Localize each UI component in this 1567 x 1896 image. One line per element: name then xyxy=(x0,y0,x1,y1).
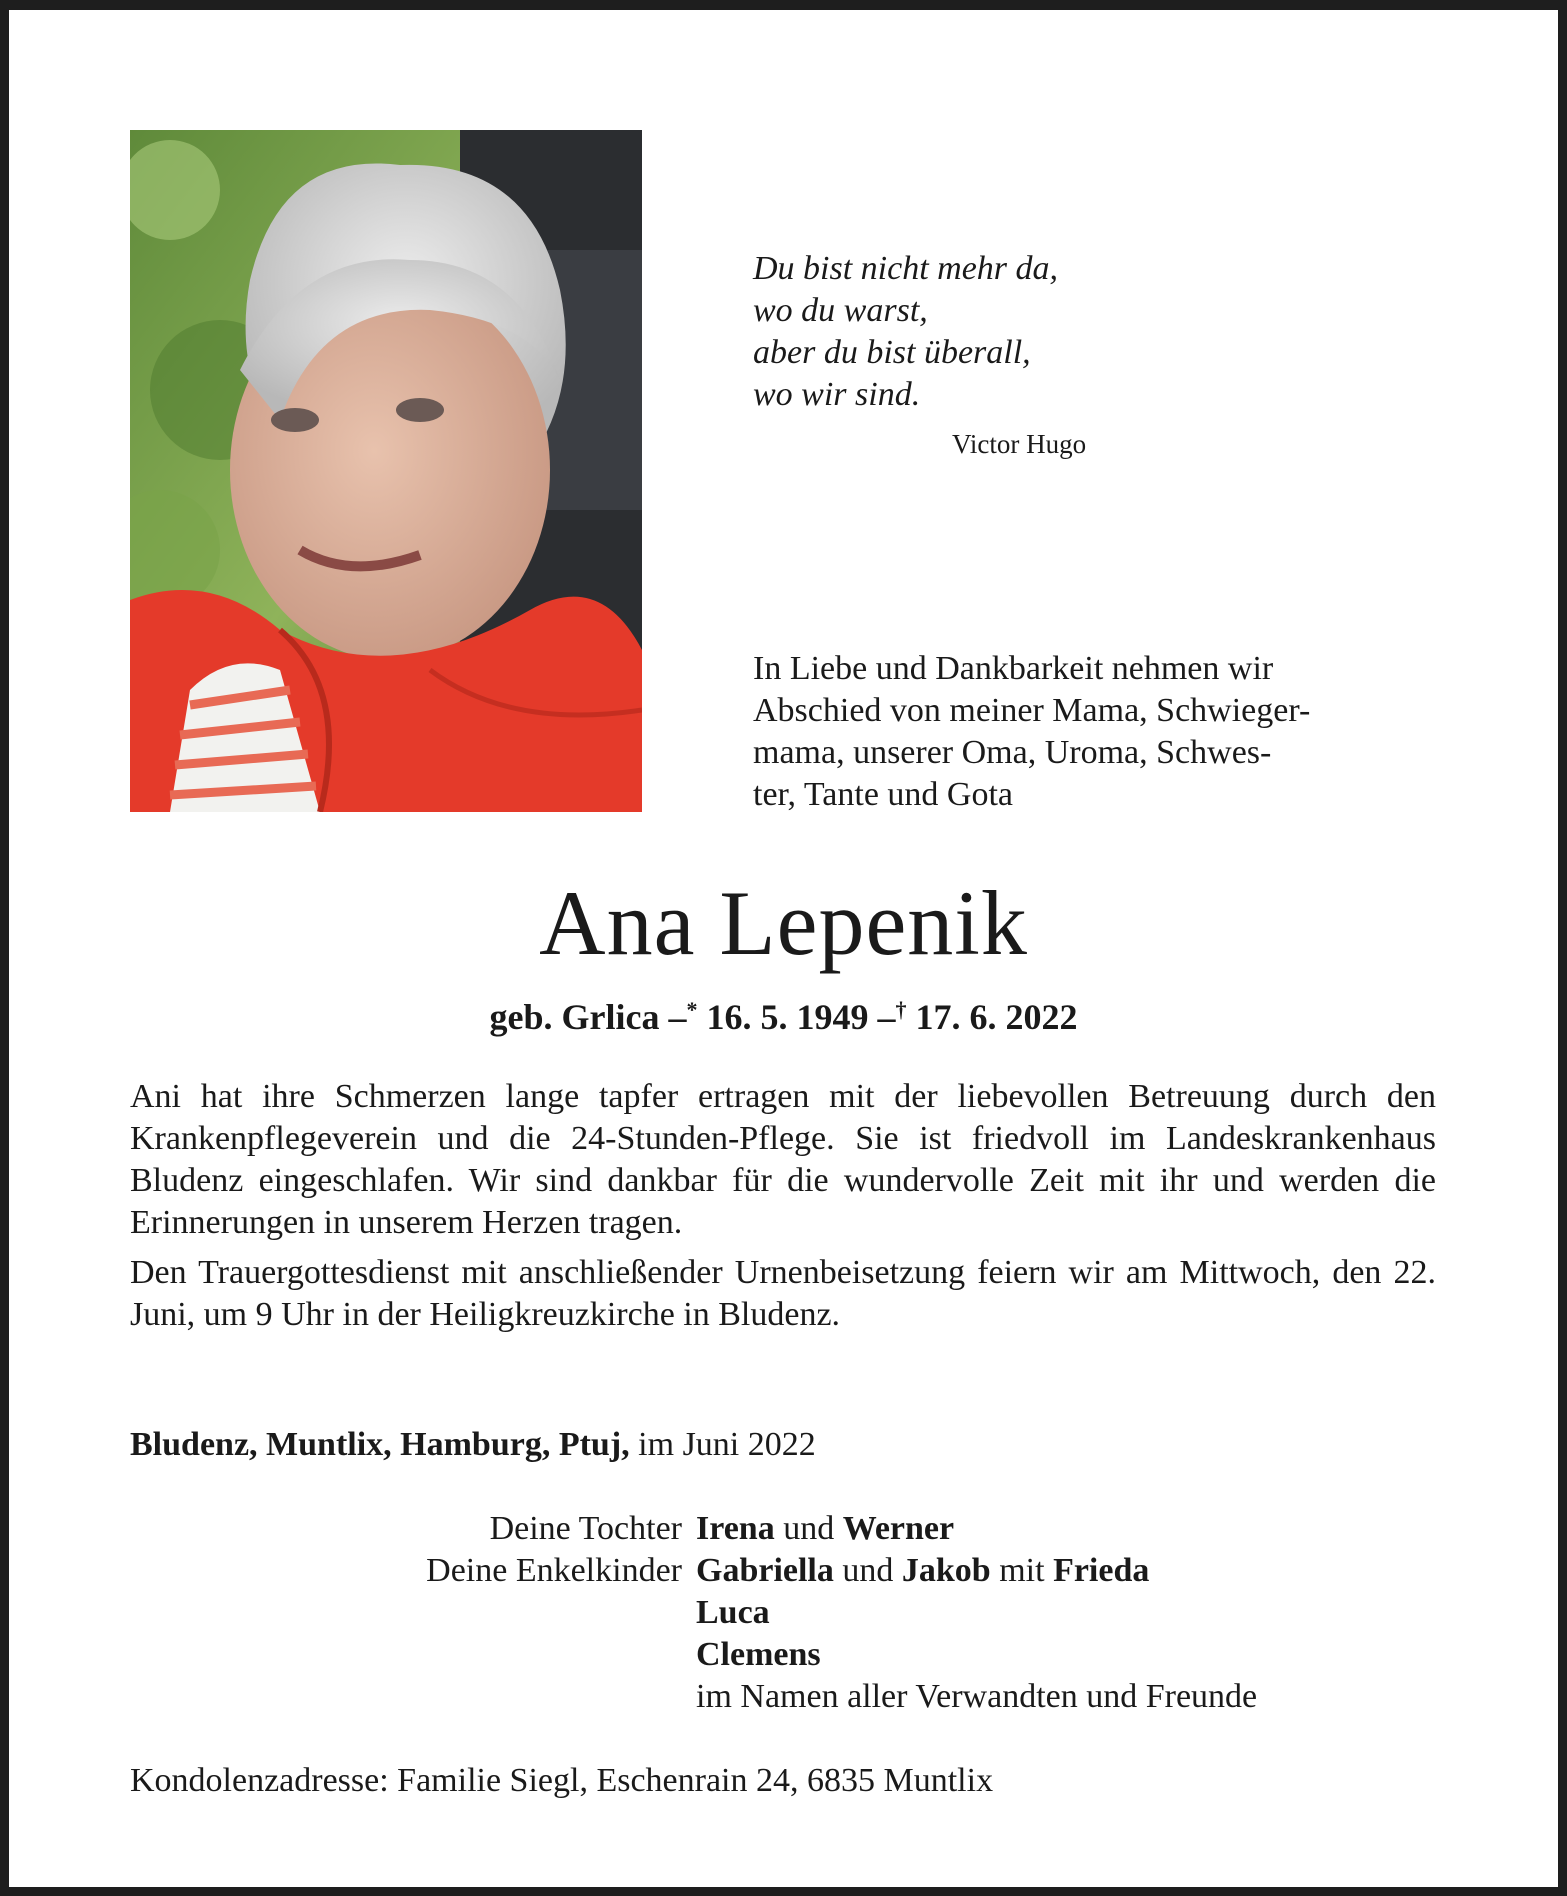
maiden-name: geb. Grlica xyxy=(489,997,660,1037)
with-word: mit xyxy=(999,1552,1045,1589)
daughter-names xyxy=(696,1508,1436,1550)
memorial-quote xyxy=(753,248,1313,416)
spacer xyxy=(130,1634,696,1676)
partner-name: Jakob xyxy=(901,1552,991,1589)
quote-line: wo wir sind. xyxy=(753,376,921,413)
family-signatures xyxy=(130,1508,1436,1718)
and-word: und xyxy=(842,1552,894,1589)
grandchild-name: Luca xyxy=(696,1594,770,1631)
grandchild-name: Gabriella xyxy=(696,1552,834,1589)
names-cell xyxy=(696,1634,1436,1676)
closing-line: im Namen aller Verwandten und Freunde xyxy=(696,1678,1258,1715)
quote-line: wo du warst, xyxy=(753,292,928,329)
obituary-body xyxy=(130,1076,1436,1336)
family-row xyxy=(130,1634,1436,1676)
intro-line: Abschied von meiner Mama, Schwieger- xyxy=(753,692,1311,729)
quote-line: aber du bist überall, xyxy=(753,334,1031,371)
spacer xyxy=(130,1676,696,1718)
intro-text xyxy=(753,648,1438,816)
son-in-law-name: Werner xyxy=(842,1510,955,1547)
intro-line: mama, unserer Oma, Uroma, Schwes- xyxy=(753,734,1272,771)
separator: – xyxy=(877,997,896,1037)
family-row xyxy=(130,1592,1436,1634)
places-line xyxy=(130,1426,816,1464)
died-symbol: † xyxy=(895,997,907,1022)
separator: – xyxy=(668,997,687,1037)
daughter-label: Deine Tochter xyxy=(489,1510,682,1547)
family-row xyxy=(130,1676,1436,1718)
grandchild-name: Clemens xyxy=(696,1636,821,1673)
spacer xyxy=(130,1592,696,1634)
daughter-name: Irena xyxy=(696,1510,775,1547)
life-dates xyxy=(0,996,1567,1038)
portrait-photo xyxy=(130,130,642,812)
birth-date: 16. 5. 1949 xyxy=(706,997,869,1037)
family-row-daughter xyxy=(130,1508,1436,1550)
month-date: im Juni 2022 xyxy=(638,1426,816,1463)
quote-author: Victor Hugo xyxy=(952,429,1087,459)
quote-line: Du bist nicht mehr da, xyxy=(753,250,1059,287)
and-word: und xyxy=(783,1510,835,1547)
death-date: 17. 6. 2022 xyxy=(915,997,1078,1037)
grandchildren-names xyxy=(696,1550,1436,1592)
paragraph-service: Den Trauergottesdienst mit anschließender Urnenbeisetzung feiern wir am Mittwoch, den 22. Juni, um 9 Uhr in der Heiligkreuzkirche in Bludenz. xyxy=(130,1254,1436,1333)
towns: Bludenz, Muntlix, Hamburg, Ptuj, xyxy=(130,1426,630,1463)
intro-line: ter, Tante und Gota xyxy=(753,776,1013,813)
paragraph-condolence: Ani hat ihre Schmerzen lange tapfer ertragen mit der liebevollen Betreuung durch den Krankenpflegeverein und die 24-Stunden-Pflege. Sie ist friedvoll im Landeskrankenhaus Bludenz eingeschlafen. Wir sind dankbar für die wundervolle Zeit mit ihr und werden die Erinnerungen in unserem Herzen tragen. xyxy=(130,1078,1436,1241)
intro-line: In Liebe und Dankbarkeit nehmen wir xyxy=(753,650,1274,687)
great-grandchild-name: Frieda xyxy=(1053,1552,1150,1589)
family-row-grandchildren xyxy=(130,1550,1436,1592)
deceased-name: Ana Lepenik xyxy=(539,872,1028,974)
grandchildren-label: Deine Enkelkinder xyxy=(426,1552,682,1589)
born-symbol: * xyxy=(686,997,698,1022)
names-cell xyxy=(696,1592,1436,1634)
condolence-address: Kondolenzadresse: Familie Siegl, Eschenrain 24, 6835 Muntlix xyxy=(130,1762,994,1799)
